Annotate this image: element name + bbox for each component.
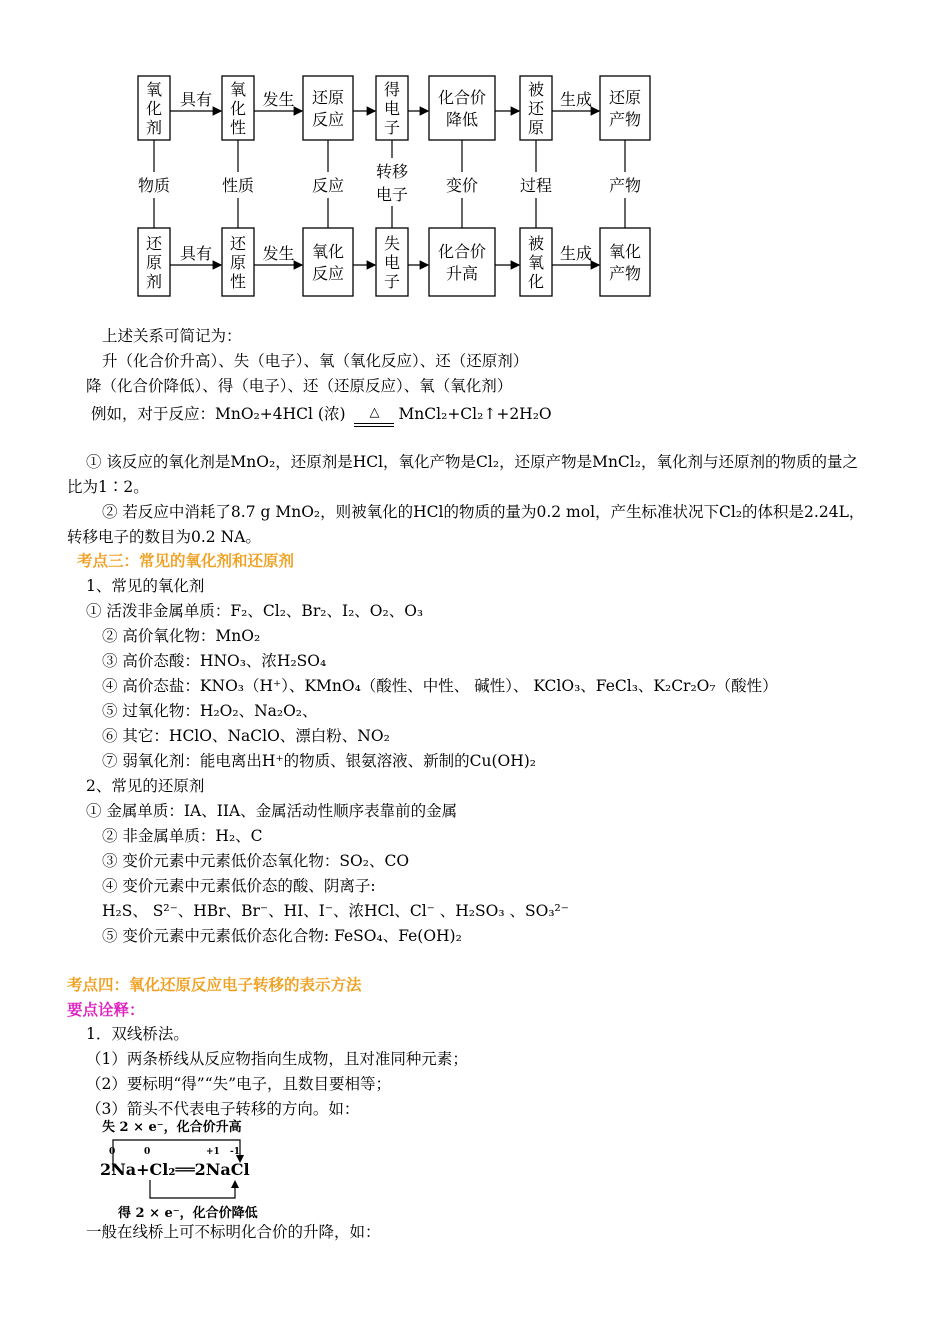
- diagram-box-label: 还: [527, 99, 545, 118]
- reducer-item: ① 金属单质：IA、IIA、金属活动性顺序表靠前的金属: [86, 802, 458, 820]
- diagram-box-label: 氧: [527, 253, 545, 272]
- oxidizer-item: ② 高价氧化物：MnO₂: [102, 627, 261, 645]
- valence-na-reactant: 0: [109, 1147, 116, 1157]
- redox-relationship-diagram: [130, 70, 660, 302]
- bridge-top-label: 失 2 × e⁻，化合价升高: [102, 1120, 242, 1135]
- diagram-box-label: 原: [145, 253, 163, 272]
- diagram-box-label: 还原: [608, 88, 642, 107]
- diagram-box-label: 还: [229, 234, 247, 253]
- reducers-title: 2、常见的还原剂: [86, 777, 205, 795]
- main-equation: 2Na+Cl₂══2NaCl: [100, 1160, 250, 1179]
- oxidizer-item: ⑦ 弱氧化剂：能电离出H⁺的物质、银氨溶液、新制的Cu(OH)₂: [102, 752, 537, 770]
- oxidizer-item: ④ 高价态盐：KNO₃（H⁺）、KMnO₄（酸性、中性、 碱性）、 KClO₃、FeCl₃、K₂Cr₂O₇（酸性）: [102, 677, 778, 695]
- equation-condition: [354, 404, 394, 426]
- closing-note: 一般在线桥上可不标明化合价的升降，如：: [86, 1223, 381, 1241]
- reducer-item: ⑤ 变价元素中元素低价态化合物: FeSO₄、Fe(OH)₂: [102, 927, 462, 945]
- diagram-arrow-label: 具有: [179, 244, 213, 263]
- oxidizer-item: ③ 高价态酸：HNO₃、浓H₂SO₄: [102, 652, 327, 670]
- double-bridge-equation: [96, 1118, 266, 1220]
- diagram-connector-label: 物质: [137, 176, 171, 195]
- diagram-box: [429, 228, 495, 296]
- oxidizer-item: ⑤ 过氧化物：H₂O₂、Na₂O₂、: [102, 702, 318, 720]
- diagram-box-label: 氧化: [311, 242, 345, 261]
- bridge-bottom-arrow: [231, 1180, 239, 1188]
- rule-3: （3）箭头不代表电子转移的方向。如：: [86, 1100, 360, 1118]
- diagram-box-label: 失: [383, 234, 401, 253]
- diagram-arrow-label: 发生: [262, 90, 295, 109]
- diagram-box-label: 化: [229, 99, 247, 118]
- point-2-line-1: ② 若反应中消耗了8.7 g MnO₂，则被氧化的HCl的物质的量为0.2 mol，产生标准状况下Cl₂的体积是2.24L，: [102, 503, 865, 521]
- diagram-box-label: 化合价: [437, 88, 487, 107]
- diagram-box-label: 产物: [608, 264, 642, 283]
- diagram-box-label: 氧: [145, 80, 163, 99]
- rule-2: （2）要标明“得”“失”电子，且数目要相等；: [86, 1075, 392, 1093]
- diagram-box-label: 剂: [145, 272, 163, 291]
- key-points-subtitle: 要点诠释：: [67, 1001, 145, 1019]
- diagram-arrow-label: 具有: [179, 90, 213, 109]
- diagram-arrow-label: 生成: [559, 90, 593, 109]
- diagram-box: [429, 76, 495, 140]
- bridge-bottom-label: 得 2 × e⁻，化合价降低: [118, 1206, 258, 1220]
- example-prefix: 例如，对于反应：: [91, 405, 216, 423]
- section-4-title: 考点四：氧化还原反应电子转移的表示方法: [67, 976, 362, 994]
- method-1-title: 1．双线桥法。: [86, 1025, 189, 1043]
- diagram-box-label: 剂: [145, 118, 163, 137]
- diagram-box-label: 子: [383, 272, 401, 291]
- point-1-line-2: 比为1∶2。: [67, 478, 149, 496]
- diagram-box-label: 化: [145, 99, 163, 118]
- diagram-box-label: 电: [383, 253, 401, 272]
- diagram-connector-label: 变价: [445, 176, 479, 195]
- diagram-connector-label: 电子: [375, 185, 409, 204]
- reducer-item: ② 非金属单质：H₂、C: [102, 827, 263, 845]
- diagram-box-label: 产物: [608, 110, 642, 129]
- bridge-bottom-line: [150, 1180, 235, 1198]
- section-3-title: 考点三：常见的氧化剂和还原剂: [77, 552, 295, 570]
- diagram-box-label: 氧: [229, 80, 247, 99]
- reducer-item: ③ 变价元素中元素低价态氧化物：SO₂、CO: [102, 852, 410, 870]
- diagram-box: [303, 228, 353, 296]
- oxidizer-item: ⑥ 其它：HClO、NaClO、漂白粉、NO₂: [102, 727, 390, 745]
- example-equation: [91, 404, 552, 426]
- reducer-item: H₂S、 S²⁻、HBr、Br⁻、HI、I⁻、浓HCl、Cl⁻ 、H₂SO₃ 、SO₃²⁻: [102, 902, 569, 920]
- diagram-box-label: 还: [145, 234, 163, 253]
- diagram-box-label: 反应: [311, 110, 345, 129]
- diagram-box-label: 原: [527, 118, 545, 137]
- diagram-box-label: 性: [229, 118, 247, 137]
- diagram-connector-label: 转移: [375, 162, 409, 181]
- valence-na-product: +1: [206, 1147, 220, 1157]
- condition-symbol: △: [369, 405, 380, 420]
- diagram-box-label: 电: [383, 99, 401, 118]
- diagram-box-label: 原: [229, 253, 247, 272]
- diagram-box: [600, 76, 650, 140]
- oxidizers-title: 1、常见的氧化剂: [86, 577, 205, 595]
- reducer-item: ④ 变价元素中元素低价态的酸、阴离子:: [102, 877, 376, 895]
- diagram-box-label: 降低: [445, 110, 479, 129]
- diagram-box: [303, 76, 353, 140]
- diagram-box-label: 还原: [311, 88, 345, 107]
- diagram-box-label: 氧化: [608, 242, 642, 261]
- rule-1: （1）两条桥线从反应物指向生成物，且对准同种元素；: [86, 1050, 468, 1068]
- equation-left: MnO₂+4HCl (浓): [215, 405, 346, 423]
- diagram-connector-label: 产物: [608, 176, 642, 195]
- point-1-line-1: ① 该反应的氧化剂是MnO₂，还原剂是HCl，氧化产物是Cl₂，还原产物是MnCl₂，氧化剂与还原剂的物质的量之: [86, 453, 858, 471]
- point-2-line-2: 转移电子的数目为0.2 NA。: [67, 528, 261, 546]
- valence-cl-reactant: 0: [144, 1147, 151, 1157]
- diagram-box-label: 升高: [445, 264, 479, 283]
- diagram-box-label: 化: [527, 272, 545, 291]
- diagram-box-label: 子: [383, 118, 401, 137]
- diagram-box-label: 性: [229, 272, 247, 291]
- diagram-arrow-label: 发生: [262, 244, 295, 263]
- diagram-connector-label: 反应: [311, 176, 345, 195]
- diagram-connector-label: 过程: [519, 176, 553, 195]
- equation-right: MnCl₂+Cl₂↑+2H₂O: [398, 405, 552, 423]
- diagram-box: [600, 228, 650, 296]
- diagram-box-label: 被: [527, 80, 545, 99]
- diagram-connector-label: 性质: [221, 176, 255, 195]
- diagram-box-label: 化合价: [437, 242, 487, 261]
- summary-line-2: 降（化合价降低）、得（电子）、还（还原反应）、氧（氧化剂）: [86, 377, 513, 395]
- oxidizer-item: ① 活泼非金属单质：F₂、Cl₂、Br₂、I₂、O₂、O₃: [86, 602, 424, 620]
- diagram-arrow-label: 生成: [559, 244, 593, 263]
- diagram-box-label: 反应: [311, 264, 345, 283]
- summary-intro: 上述关系可简记为：: [102, 327, 242, 345]
- diagram-box-label: 得: [383, 80, 401, 99]
- valence-cl-product: -1: [230, 1147, 240, 1157]
- summary-line-1: 升（化合价升高）、失（电子）、氧（氧化反应）、还（还原剂）: [102, 352, 529, 370]
- diagram-box-label: 被: [527, 234, 545, 253]
